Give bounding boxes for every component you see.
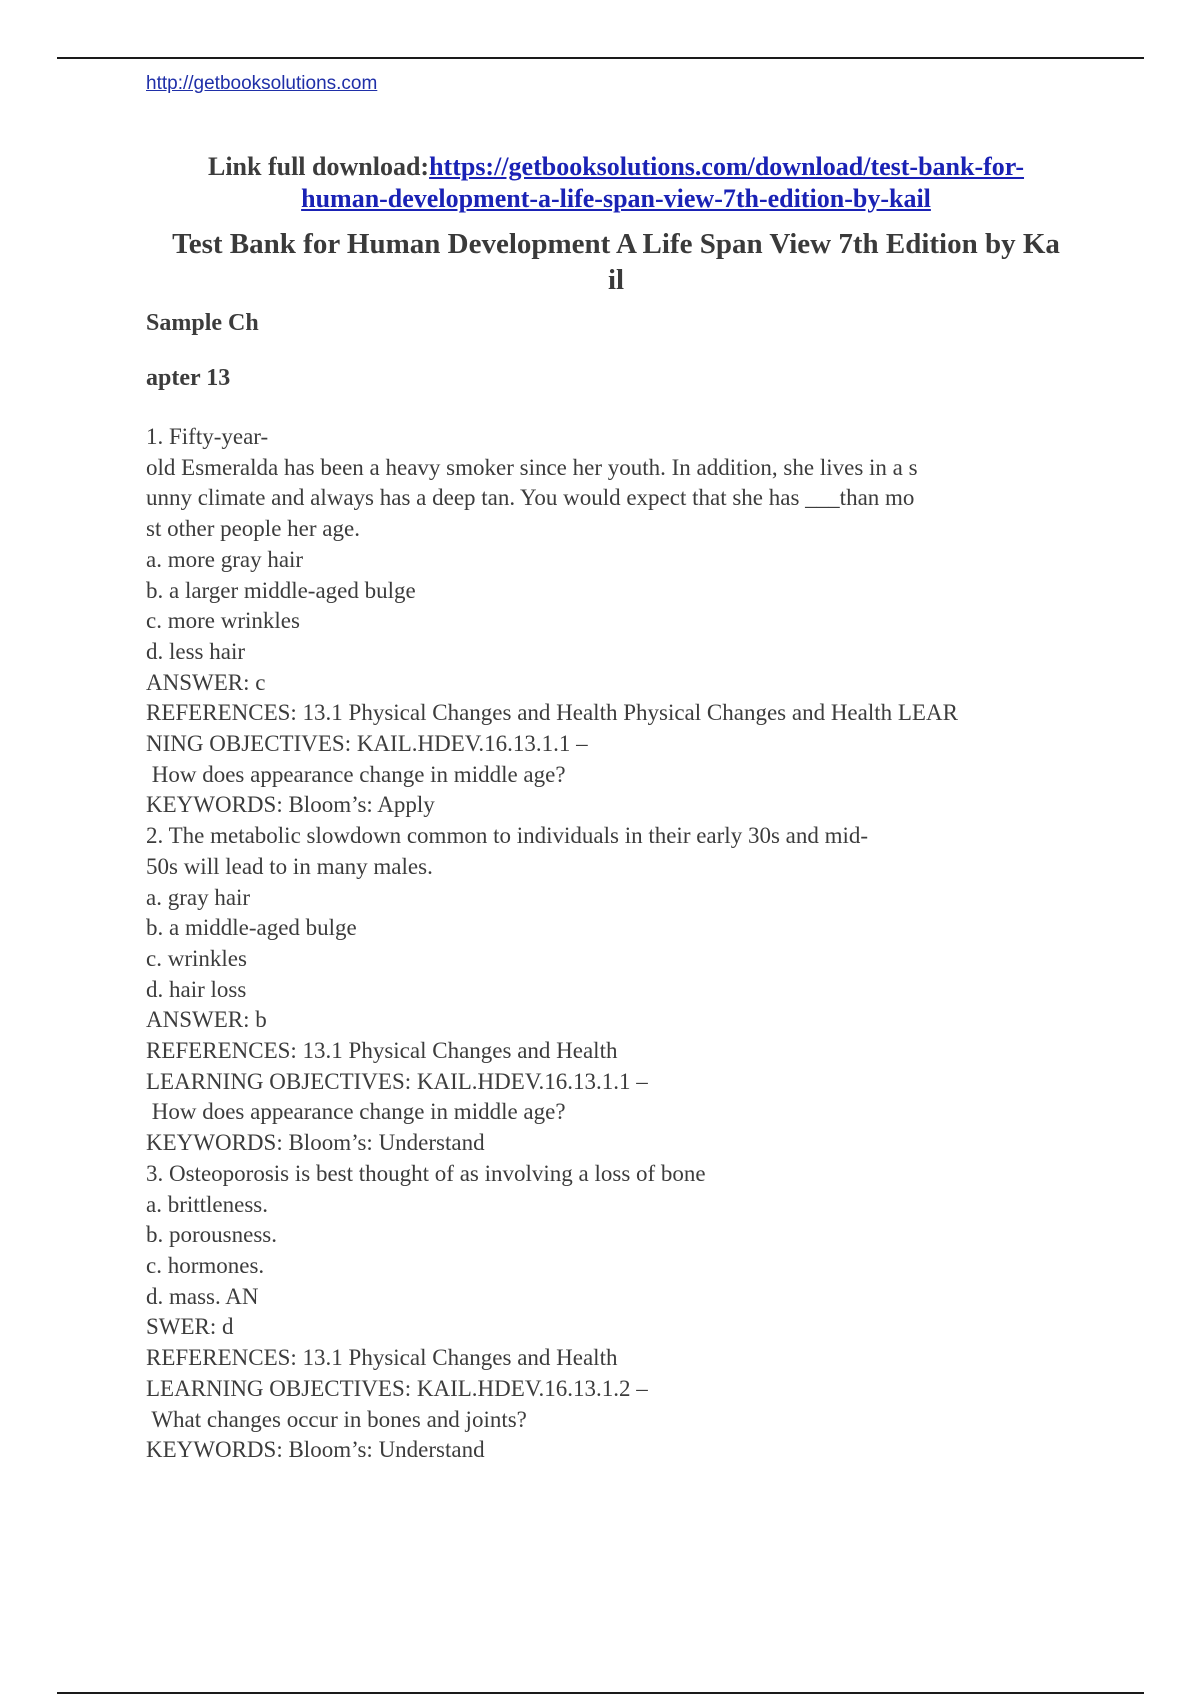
text-line: ANSWER: b xyxy=(146,1007,267,1033)
text-line: LEARNING OBJECTIVES: KAIL.HDEV.16.13.1.1 – xyxy=(146,1068,648,1094)
top-rule xyxy=(57,57,1144,59)
sample-chapter-heading: Sample Ch xyxy=(146,310,259,336)
text-line: NING OBJECTIVES: KAIL.HDEV.16.13.1.1 – xyxy=(146,731,588,757)
text-line: SWER: d xyxy=(146,1314,234,1340)
download-label: Link full download: xyxy=(207,152,430,181)
text-line: KEYWORDS: Bloom’s: Understand xyxy=(146,1130,485,1156)
text-line: REFERENCES: 13.1 Physical Changes and Health xyxy=(146,1345,618,1371)
text-line: b. a larger middle-aged bulge xyxy=(146,577,416,603)
text-line: How does appearance change in middle age? xyxy=(146,1099,566,1125)
text-line: 3. Osteoporosis is best thought of as involving a loss of bone xyxy=(146,1160,706,1186)
text-line: c. hormones. xyxy=(146,1252,265,1278)
text-line: d. mass. AN xyxy=(146,1283,259,1309)
text-line: What changes occur in bones and joints? xyxy=(146,1406,527,1432)
text-line: d. hair loss xyxy=(146,976,247,1002)
download-url-link-continued[interactable]: human-development-a-life-span-view-7th-edition-by-kail xyxy=(301,184,931,213)
document-title-line-1: Test Bank for Human Development A Life Span View 7th Edition by Ka xyxy=(172,228,1060,260)
text-line: 50s will lead to in many males. xyxy=(146,853,433,879)
text-line: c. wrinkles xyxy=(146,945,247,971)
download-link-block xyxy=(146,151,1086,215)
document-title-line-2: il xyxy=(607,264,625,296)
text-line: b. a middle-aged bulge xyxy=(146,915,357,941)
text-line: st other people her age. xyxy=(146,516,360,542)
text-line: REFERENCES: 13.1 Physical Changes and Health Physical Changes and Health LEAR xyxy=(146,700,958,726)
text-line: unny climate and always has a deep tan. You would expect that she has ___than mo xyxy=(146,485,915,511)
text-line: c. more wrinkles xyxy=(146,608,300,634)
site-link[interactable]: http://getbooksolutions.com xyxy=(146,73,378,94)
text-line: ANSWER: c xyxy=(146,669,266,695)
text-line: a. more gray hair xyxy=(146,546,304,572)
text-line: LEARNING OBJECTIVES: KAIL.HDEV.16.13.1.2 – xyxy=(146,1375,648,1401)
text-line: a. gray hair xyxy=(146,884,251,910)
text-line: a. brittleness. xyxy=(146,1191,268,1217)
text-line: KEYWORDS: Bloom’s: Apply xyxy=(146,792,435,818)
download-url-link[interactable]: https://getbooksolutions.com/download/test-bank-for- xyxy=(429,152,1025,181)
text-line: How does appearance change in middle age? xyxy=(146,761,566,787)
text-line: KEYWORDS: Bloom’s: Understand xyxy=(146,1437,485,1463)
bottom-rule xyxy=(57,1692,1144,1694)
text-line: b. porousness. xyxy=(146,1222,277,1248)
text-line: 1. Fifty-year- xyxy=(146,424,269,449)
document-title xyxy=(146,226,1086,298)
text-line: REFERENCES: 13.1 Physical Changes and Health xyxy=(146,1038,618,1064)
question-text xyxy=(146,422,1086,1466)
sample-chapter-heading-continued: apter 13 xyxy=(146,365,231,391)
text-line: d. less hair xyxy=(146,638,246,664)
text-line: 2. The metabolic slowdown common to individuals in their early 30s and mid- xyxy=(146,823,869,849)
text-line: old Esmeralda has been a heavy smoker since her youth. In addition, she lives in a s xyxy=(146,454,918,480)
